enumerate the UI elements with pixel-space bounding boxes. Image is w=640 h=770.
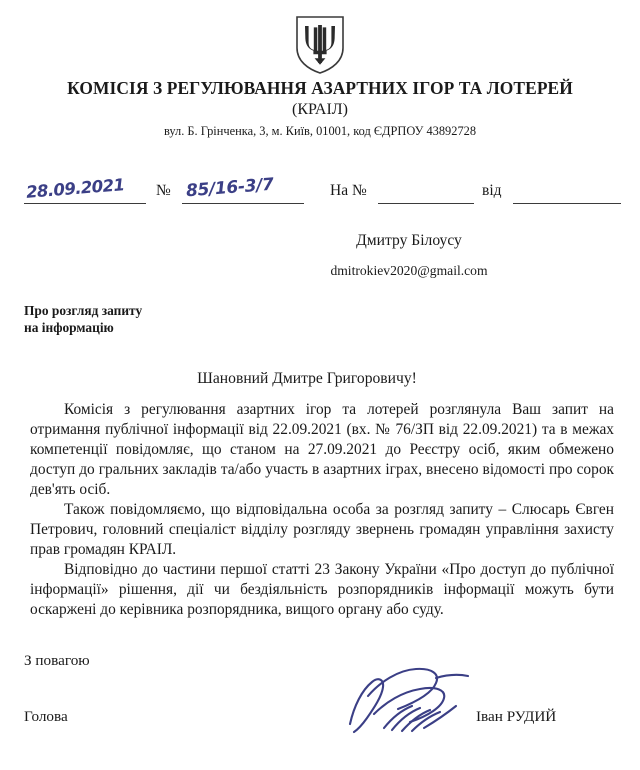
ukraine-trident-coat-of-arms-icon (294, 14, 346, 76)
emblem-container (0, 0, 640, 76)
organization-address: вул. Б. Грінченка, 3, м. Київ, 01001, код ЄДРПОУ 43892728 (163, 124, 477, 139)
subject-block (0, 302, 640, 336)
organization-abbreviation: (КРАІЛ) (292, 100, 348, 118)
organization-name: КОМІСІЯ З РЕГУЛЮВАННЯ АЗАРТНИХ ІГОР ТА ЛОТЕРЕЙ (67, 78, 573, 98)
reply-to-rule (378, 203, 474, 204)
number-label: № (156, 182, 171, 200)
registration-row (0, 167, 640, 209)
handwritten-number: 85/16-3/7 (185, 175, 275, 202)
letterhead (0, 78, 640, 139)
subject-line-2: на інформацію (24, 319, 114, 335)
number-rule (182, 203, 304, 204)
body-paragraph: Також повідомляємо, що відповідальна особа за розгляд запиту – Слюсарь Євген Петрович, головний спеціаліст відділу розгляду звернень громадян управління захисту прав громадян КРАІЛ. (30, 501, 614, 559)
signatory-name: Іван РУДИЙ (476, 708, 557, 725)
registration-left (24, 175, 294, 205)
body-paragraph: Комісія з регулювання азартних ігор та лотерей розглянула Ваш запит на отримання публічної інформації від 22.09.2021 (вх. № 76/ЗП від 22.09.2021) та в межах компетенції повідомляє, що станом на 27.09.2021 до Реєстру осіб, яким обмежено доступ до гральних закладів та/або участь в азартних іграх, внесено відомості про сорок дев'ять осіб. (30, 401, 614, 499)
body-text (0, 400, 640, 620)
registration-right (330, 179, 622, 205)
date-rule (24, 203, 146, 204)
reply-date-rule (513, 203, 621, 204)
signature-row (24, 706, 616, 736)
signatory-title: Голова (24, 708, 68, 725)
addressee-email: dmitrokiev2020@gmail.com (330, 262, 488, 278)
signature-block (0, 652, 640, 736)
addressee-name: Дмитру Білоусу (356, 232, 462, 250)
handwritten-signature (340, 662, 480, 740)
body-paragraph: Відповідно до частини першої статті 23 Закону України «Про доступ до публічної інформації» рішення, дії чи бездіяльність розпорядників інформації можуть бути оскаржені до керівника розпорядника, вищого органу або суду. (30, 561, 614, 619)
reply-to-label: На № (330, 182, 367, 200)
handwritten-date: 28.09.2021 (25, 175, 125, 203)
signature-regards: З повагою (24, 652, 90, 669)
subject-line-1: Про розгляд запиту (24, 302, 143, 318)
salutation: Шановний Дмитре Григоровичу! (197, 370, 417, 388)
reply-date-label: від (482, 182, 502, 200)
addressee-block (0, 231, 640, 279)
